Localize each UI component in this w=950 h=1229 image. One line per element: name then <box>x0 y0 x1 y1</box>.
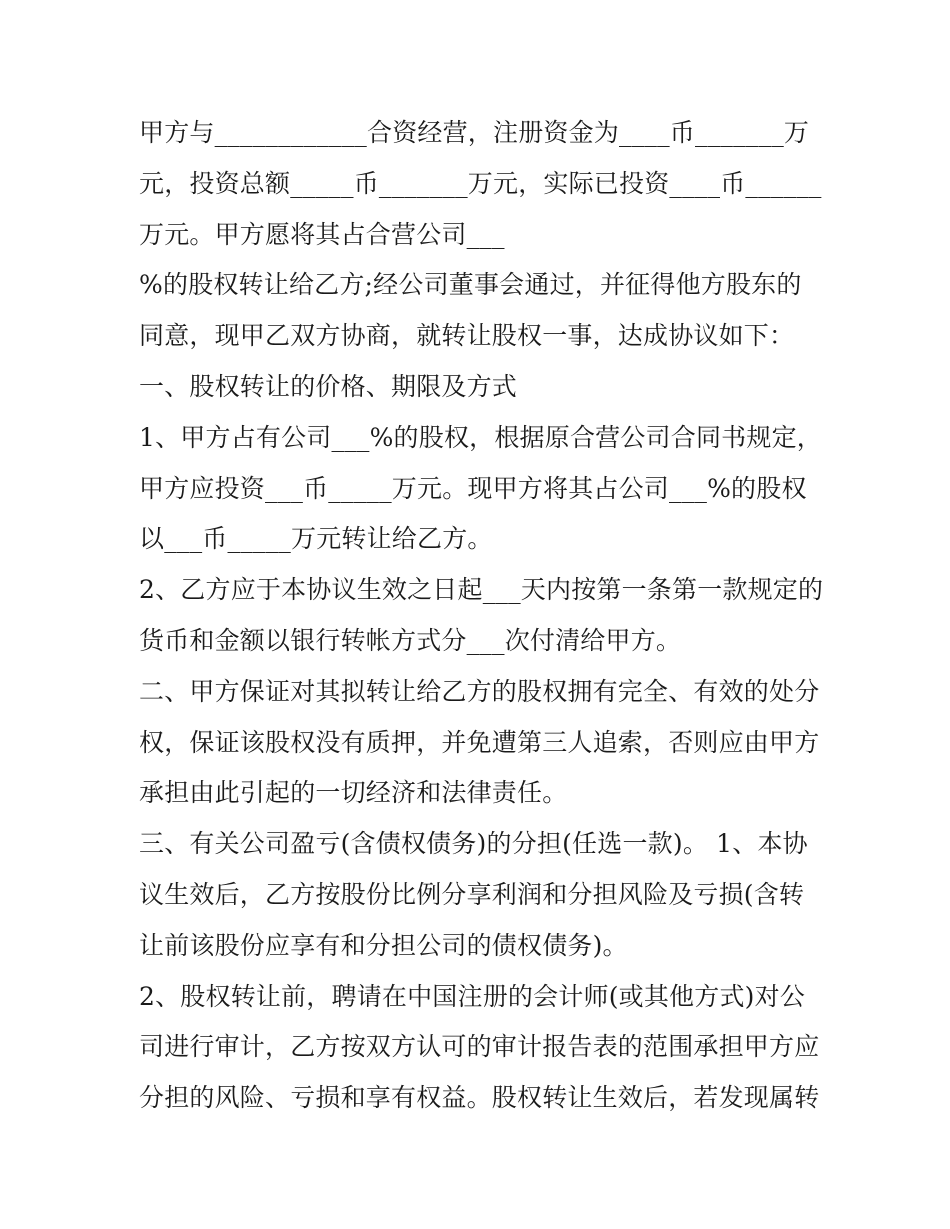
text-line: 司进行审计，乙方按双方认可的审计报告表的范围承担甲方应 <box>139 1032 820 1062</box>
text-line: 甲方与____________合资经营，注册资金为____币_______万 <box>139 118 810 147</box>
text-line: 以___币_____万元转让给乙方。 <box>139 524 493 554</box>
text-line: 1、甲方占有公司___%的股权，根据原合营公司合同书规定， <box>139 422 822 452</box>
text-line: 权，保证该股权没有质押，并免遭第三人追索，否则应由甲方 <box>139 727 820 757</box>
document-body <box>139 108 824 1124</box>
text-line: 货币和金额以银行转帐方式分___次付清给甲方。 <box>139 625 682 655</box>
section-heading: 一、股权转让的价格、期限及方式 <box>139 371 518 401</box>
section-heading: 三、有关公司盈亏(含债权债务)的分担(任选一款)。 1、本协 <box>139 829 808 859</box>
text-line: 议生效后，乙方按股份比例分享利润和分担风险及亏损(含转 <box>139 879 805 909</box>
text-line: 2、股权转让前，聘请在中国注册的会计师(或其他方式)对公 <box>139 981 806 1011</box>
section-heading: 二、甲方保证对其拟转让给乙方的股权拥有完全、有效的处分 <box>139 676 820 706</box>
text-line: 甲方应投资___币_____万元。现甲方将其占公司___%的股权 <box>139 473 807 503</box>
text-line: 分担的风险、亏损和享有权益。股权转让生效后，若发现属转 <box>139 1083 820 1113</box>
text-line: 承担由此引起的一切经济和法律责任。 <box>139 778 568 808</box>
text-line: 让前该股份应享有和分担公司的债权债务)。 <box>139 930 628 960</box>
text-line: %的股权转让给乙方;经公司董事会通过，并征得他方股东的 <box>139 270 802 300</box>
text-line: 元，投资总额_____币_______万元，实际已投资____币______ <box>139 168 822 198</box>
text-line: 2、乙方应于本协议生效之日起___天内按第一条第一款规定的 <box>139 575 824 605</box>
text-line: 同意，现甲乙双方协商，就转让股权一事，达成协议如下： <box>139 321 795 351</box>
text-line: 万元。甲方愿将其占合营公司___ <box>139 219 505 249</box>
